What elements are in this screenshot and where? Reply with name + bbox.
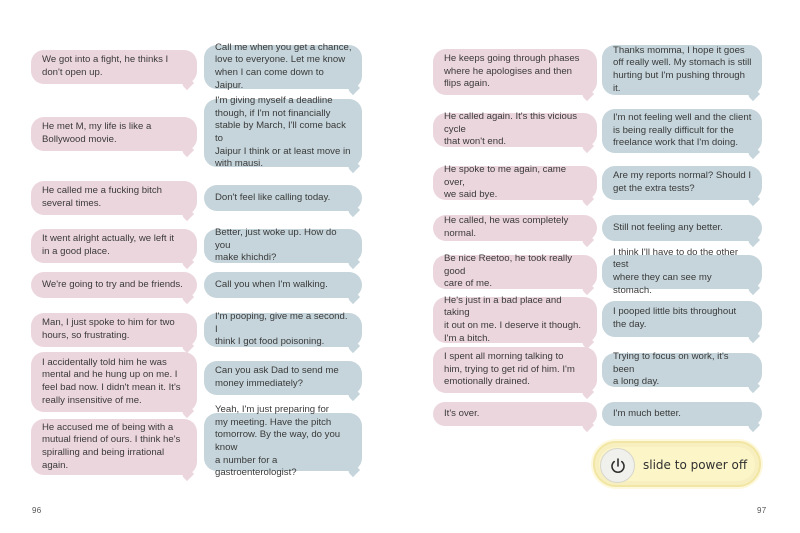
blue-message-bubble [204, 95, 362, 170]
pink-message-bubble [433, 215, 597, 241]
pink-message-bubble [433, 402, 597, 426]
blue-message-bubble [602, 402, 762, 426]
message-text: Can you ask Dad to send me money immediately? [215, 365, 339, 389]
message-text: We got into a fight, he thinks I don't open up. [42, 54, 169, 78]
message-text: I'm not feeling well and the client is being really difficult for the freelance work that I'm doing. [613, 112, 752, 149]
message-text: Be nice Reetoo, he took really good care of me. [444, 253, 572, 290]
slide-to-power-off[interactable] [593, 441, 761, 487]
message-text: Call me when you get a chance, love to everyone. Let me know when I can come down to Jaipur. [215, 41, 352, 91]
pink-message-bubble [31, 313, 197, 347]
blue-message-bubble [602, 301, 762, 337]
message-text: I think I'll have to do the other test where they can see my stomach. [613, 246, 739, 296]
message-text: He called, he was completely normal. [444, 215, 569, 239]
page-number-left: 96 [32, 506, 42, 515]
message-text: It's over. [444, 407, 480, 419]
slider-label: slide to power off [643, 458, 748, 472]
message-text: He met M, my life is like a Bollywood movie. [42, 121, 152, 145]
message-text: He keeps going through phases where he apologises and then flips again. [444, 53, 580, 90]
message-text: He spoke to me again, came over, we said bye. [444, 164, 567, 201]
blue-message-bubble [602, 246, 762, 296]
pink-message-bubble [31, 117, 197, 151]
pink-message-bubble [433, 49, 597, 95]
blue-message-bubble [602, 166, 762, 200]
blue-message-bubble [602, 215, 762, 241]
pink-message-bubble [31, 181, 197, 215]
message-text: He accused me of being with a mutual friend of ours. I think he's spiralling and being irrational again. [42, 421, 181, 471]
blue-message-bubble [204, 185, 362, 211]
message-text: I pooped little bits throughout the day. [613, 306, 737, 330]
message-text: I accidentally told him he was mental and he hung up on me. I feel bad now. I didn't mean it. It's really insensitive of me. [42, 356, 181, 406]
message-text: Still not feeling any better. [613, 221, 723, 233]
message-text: He called me a fucking bitch several times. [42, 185, 162, 209]
blue-message-bubble [204, 229, 362, 263]
pink-message-bubble [31, 352, 197, 412]
message-text: Thanks momma, I hope it goes off really well. My stomach is still hurting but I'm pushing through it. [613, 44, 752, 94]
page-number-right: 97 [757, 506, 767, 515]
message-text: He called again. It's this vicious cycle that won't end. [444, 111, 578, 148]
message-text: Call you when I'm walking. [215, 278, 328, 290]
pink-message-bubble [433, 113, 597, 147]
message-text: I'm much better. [613, 407, 681, 419]
pink-message-bubble [31, 229, 197, 263]
message-text: I'm pooping, give me a second. I think I got food poisoning. [215, 311, 348, 348]
message-text: He's just in a bad place and taking it out on me. I deserve it though. I'm a bitch. [444, 294, 582, 344]
message-text: Man, I just spoke to him for two hours, so frustrating. [42, 317, 175, 341]
blue-message-bubble [204, 313, 362, 347]
blue-message-bubble [204, 41, 362, 91]
blue-message-bubble [204, 272, 362, 298]
blue-message-bubble [602, 109, 762, 153]
message-text: I'm giving myself a deadline though, if I'm not financially stable by March, I'll come back to Jaipur I think or at least move in with mausi. [215, 95, 351, 170]
message-text: Yeah, I'm just preparing for my meeting. Have the pitch tomorrow. By the way, do you know a number for a gastroenterologist? [215, 404, 341, 479]
message-text: Better, just woke up. How do you make khichdi? [215, 227, 337, 264]
power-icon[interactable] [600, 448, 635, 483]
pink-message-bubble [433, 347, 597, 393]
pink-message-bubble [31, 272, 197, 298]
pink-message-bubble [433, 255, 597, 289]
message-text: Don't feel like calling today. [215, 191, 331, 203]
message-text: Are my reports normal? Should I get the extra tests? [613, 170, 752, 194]
blue-message-bubble [602, 45, 762, 95]
pink-message-bubble [31, 50, 197, 84]
message-text: We're going to try and be friends. [42, 278, 183, 290]
message-text: Trying to focus on work, it's been a long day. [613, 351, 729, 388]
pink-message-bubble [433, 166, 597, 200]
blue-message-bubble [602, 353, 762, 387]
pink-message-bubble [433, 294, 597, 344]
blue-message-bubble [204, 361, 362, 395]
blue-message-bubble [204, 404, 362, 479]
pink-message-bubble [31, 419, 197, 475]
message-text: I spent all morning talking to him, trying to get rid of him. I'm emotionally drained. [444, 351, 575, 388]
message-text: It went alright actually, we left it in a good place. [42, 233, 175, 257]
